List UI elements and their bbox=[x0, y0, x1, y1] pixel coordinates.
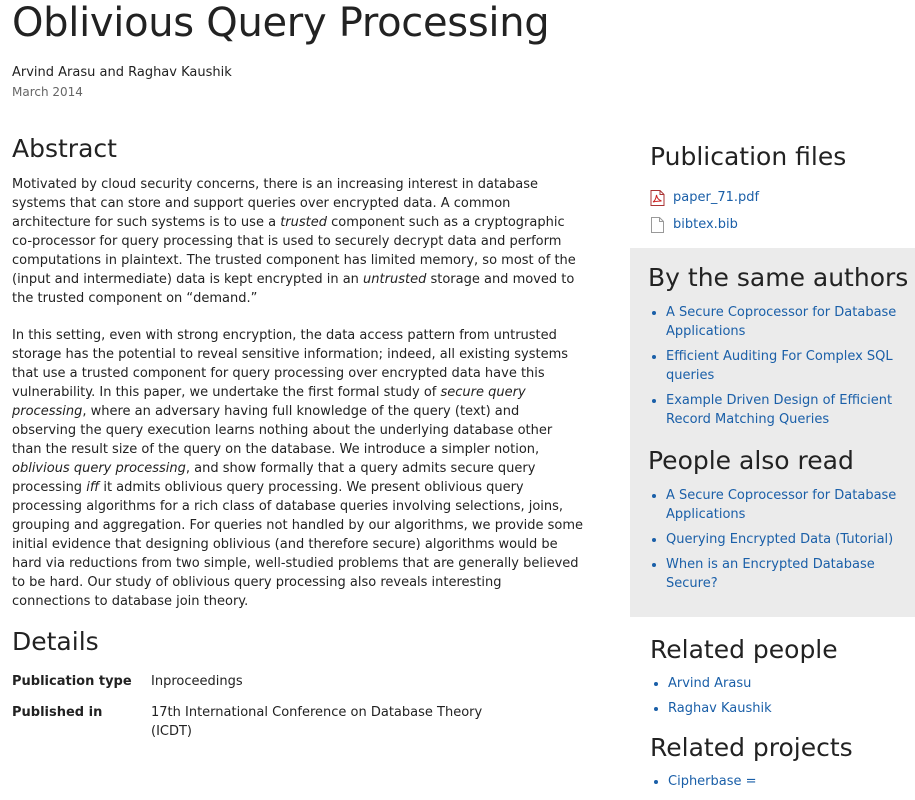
people-also-read-heading: People also read bbox=[648, 446, 854, 475]
file-link-bib[interactable]: bibtex.bib bbox=[673, 217, 738, 232]
text-emphasis: iff bbox=[86, 480, 100, 495]
related-projects-list bbox=[650, 772, 915, 791]
list-item bbox=[666, 347, 915, 385]
list-item bbox=[666, 555, 915, 593]
details-value: Inproceedings bbox=[151, 674, 243, 689]
person-link[interactable]: Arvind Arasu bbox=[668, 676, 752, 691]
list-item bbox=[668, 699, 915, 718]
details-label: Publication type bbox=[12, 674, 132, 689]
also-read-link[interactable]: Querying Encrypted Data (Tutorial) bbox=[666, 532, 894, 547]
people-also-read-list bbox=[648, 486, 915, 593]
list-item bbox=[666, 391, 915, 429]
file-link-pdf[interactable]: paper_71.pdf bbox=[673, 190, 760, 205]
related-people-section bbox=[630, 633, 915, 718]
details-value: 17th International Conference on Database Theory (ICDT) bbox=[151, 705, 483, 739]
list-item bbox=[666, 486, 915, 524]
same-authors-list bbox=[648, 303, 915, 429]
details-heading: Details bbox=[12, 627, 99, 656]
file-item bbox=[650, 184, 915, 211]
same-authors-link[interactable]: A Secure Coprocessor for Database Applications bbox=[666, 305, 897, 339]
person-link[interactable]: Raghav Kaushik bbox=[668, 701, 772, 716]
abstract-heading: Abstract bbox=[12, 134, 117, 163]
abstract-paragraph-1 bbox=[12, 175, 584, 308]
text-run: it admits oblivious query processing. We present oblivious query processing algorithms for a rich class of database queries involving selections, joins, grouping and aggregation. For queries not handled by our algorithms, we provide some initial evidence that designing oblivious (and therefore secure) algorithms would be hard via reductions from two simple, well-studied problems that are generally believed to be hard. Our study of oblivious query processing also reveals interesting connections to database join theory. bbox=[12, 480, 584, 609]
also-read-link[interactable]: A Secure Coprocessor for Database Applications bbox=[666, 488, 897, 522]
also-read-link[interactable]: When is an Encrypted Database Secure? bbox=[666, 557, 875, 591]
text-emphasis: secure query processing bbox=[12, 385, 526, 419]
text-run: component such as a cryptographic co-processor for query processing that is used to securely decrypt data and perform computations in plaintext. The trusted component has limited memory, so most of the (input and intermediate) data is kept encrypted in an bbox=[12, 215, 576, 287]
text-run: In this setting, even with strong encryption, the data access pattern from untrusted storage has the potential to reveal sensitive information; indeed, all existing systems that use a trusted component for query processing over encrypted data have this vulnerability. In this paper, we undertake the first formal study of bbox=[12, 328, 569, 400]
details-table bbox=[12, 672, 584, 741]
related-panel bbox=[630, 248, 915, 617]
file-list bbox=[650, 184, 915, 238]
related-people-list bbox=[650, 674, 915, 718]
page-title: Oblivious Query Processing bbox=[12, 0, 550, 46]
list-item bbox=[666, 530, 915, 549]
publication-date: March 2014 bbox=[12, 85, 83, 99]
text-run: , where an adversary having full knowledge of the query (text) and observing the query execution learns nothing about the underlying database other than the result size of the query on the database. We introduce a simpler notion, bbox=[12, 404, 553, 457]
text-emphasis: untrusted bbox=[363, 272, 427, 287]
text-emphasis: trusted bbox=[280, 215, 327, 230]
publication-files-section bbox=[630, 140, 915, 238]
text-run: , and show formally that a query admits secure query processing bbox=[12, 461, 536, 495]
same-authors-link[interactable]: Efficient Auditing For Complex SQL queries bbox=[666, 349, 893, 383]
details-row-publication-type bbox=[12, 672, 584, 691]
document-icon bbox=[650, 217, 665, 233]
details-row-published-in bbox=[12, 703, 584, 741]
same-authors-heading: By the same authors bbox=[648, 263, 909, 292]
related-people-heading: Related people bbox=[650, 635, 838, 664]
text-emphasis: oblivious query processing bbox=[12, 461, 186, 476]
list-item bbox=[668, 772, 915, 791]
sidebar bbox=[630, 140, 915, 797]
details-label: Published in bbox=[12, 705, 103, 720]
authors: Arvind Arasu and Raghav Kaushik bbox=[12, 65, 232, 80]
project-link[interactable]: Cipherbase = bbox=[668, 774, 757, 789]
file-item bbox=[650, 211, 915, 238]
list-item bbox=[666, 303, 915, 341]
related-projects-section bbox=[630, 731, 915, 791]
abstract-paragraph-2 bbox=[12, 326, 584, 611]
publication-files-heading: Publication files bbox=[650, 142, 847, 171]
text-run: storage and moved to the trusted component on “demand.” bbox=[12, 272, 575, 306]
text-run: Motivated by cloud security concerns, there is an increasing interest in database systems that can store and support queries over encrypted data. A common architecture for such systems is to use a bbox=[12, 177, 539, 230]
list-item bbox=[668, 674, 915, 693]
pdf-icon bbox=[650, 190, 665, 206]
main-content bbox=[12, 132, 584, 753]
related-projects-heading: Related projects bbox=[650, 733, 853, 762]
same-authors-link[interactable]: Example Driven Design of Efficient Record Matching Queries bbox=[666, 393, 893, 427]
